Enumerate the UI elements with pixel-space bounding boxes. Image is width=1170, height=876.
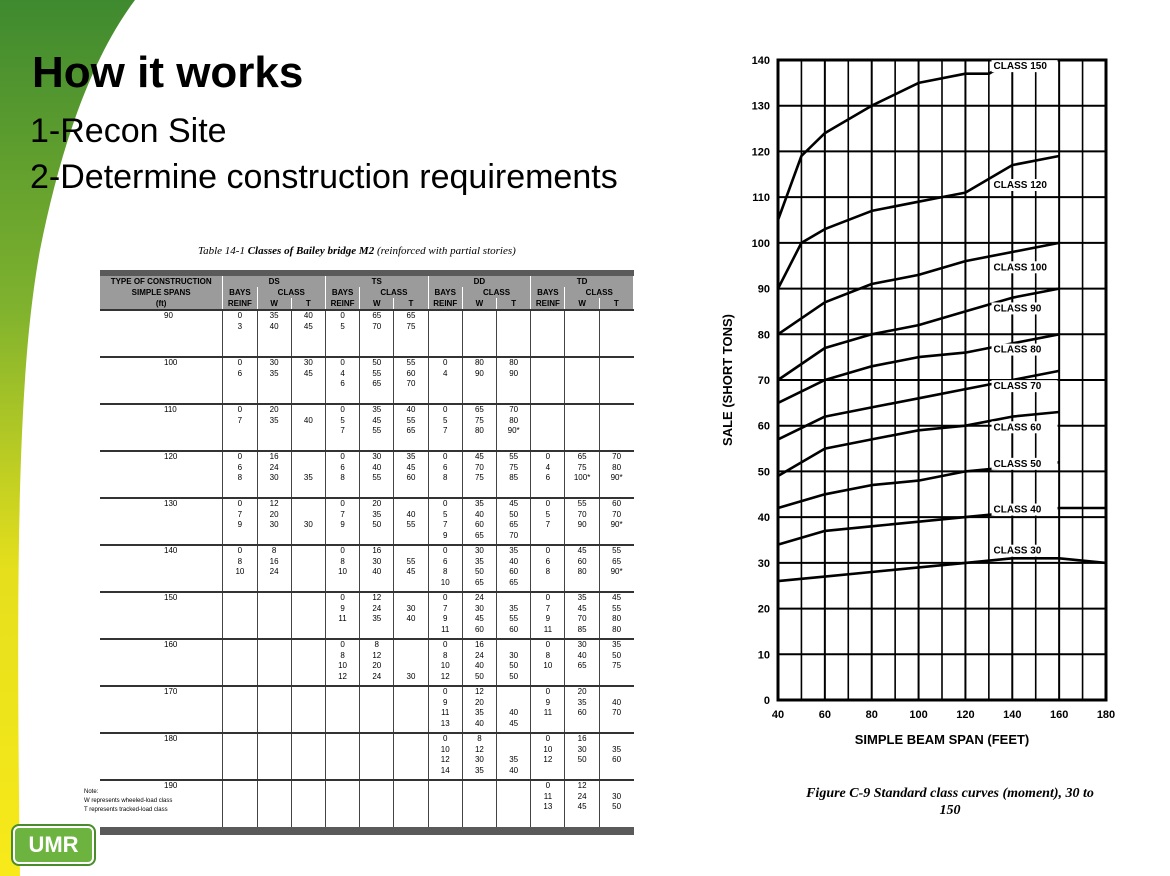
table-row xyxy=(100,592,634,639)
class-curves-chart xyxy=(710,48,1140,763)
table-cell: 0 6 8 xyxy=(223,451,257,498)
table-cell xyxy=(394,686,428,733)
table-row xyxy=(100,780,634,827)
table-cell: 12 24 35 xyxy=(360,592,394,639)
table-cell: 70 80 90* xyxy=(497,404,531,451)
y-tick-label: 20 xyxy=(757,603,770,616)
note-wheeled: W represents wheeled-load class xyxy=(84,798,173,804)
table-cell: 50 55 65 xyxy=(360,357,394,404)
table-row xyxy=(100,310,634,357)
table-cell: 0 3 xyxy=(223,310,257,357)
table-cell xyxy=(360,780,394,827)
table-cell xyxy=(291,780,325,827)
table-cell: 65 75 80 xyxy=(462,404,496,451)
table-caption-prefix: Table 14-1 xyxy=(198,245,245,257)
header-t: T xyxy=(599,298,633,310)
table-cell: 0 10 12 xyxy=(531,733,565,780)
table-cell xyxy=(531,357,565,404)
table-body xyxy=(100,310,634,827)
table-cell: 0 8 10 12 xyxy=(325,639,359,686)
table-cell: 0 5 7 xyxy=(325,404,359,451)
table-cell: 16 30 40 xyxy=(360,545,394,592)
table-cell: 0 7 9 xyxy=(223,498,257,545)
table-cell xyxy=(462,780,496,827)
series-label: CLASS 90 xyxy=(993,303,1042,315)
table-cell xyxy=(599,357,633,404)
table-row xyxy=(100,686,634,733)
header-w: W xyxy=(257,298,291,310)
y-tick-label: 140 xyxy=(751,55,770,67)
table-row xyxy=(100,733,634,780)
slide-title: How it works xyxy=(32,48,304,97)
header-group-ds: DS xyxy=(223,273,326,287)
table-cell xyxy=(360,686,394,733)
table-cell: 30 35 xyxy=(257,357,291,404)
table-cell: 40 55 xyxy=(394,498,428,545)
table-cell: 55 75 85 xyxy=(497,451,531,498)
table-cell: 35 45 70 85 xyxy=(565,592,599,639)
y-tick-label: 120 xyxy=(751,146,770,159)
span-cell: 120 xyxy=(100,451,223,498)
table-cell: 30 xyxy=(291,498,325,545)
y-tick-label: 110 xyxy=(752,192,770,205)
series-label: CLASS 30 xyxy=(993,545,1042,557)
span-cell: 180 xyxy=(100,733,223,780)
table-cell: 35 55 60 xyxy=(497,592,531,639)
series-label: CLASS 120 xyxy=(993,180,1047,191)
table-cell: 12 24 45 xyxy=(565,780,599,827)
table-cell: 0 10 12 14 xyxy=(428,733,462,780)
header-w: W xyxy=(462,298,496,310)
series-label: CLASS 70 xyxy=(993,381,1042,393)
table-caption-suffix: (reinforced with partial stories) xyxy=(376,245,516,257)
table-cell: 70 80 90* xyxy=(599,451,633,498)
header-type-of-construction: TYPE OF CONSTRUCTION xyxy=(100,273,223,287)
table-cell: 35 45 60 xyxy=(394,451,428,498)
table-cell xyxy=(257,592,291,639)
table-cell xyxy=(565,310,599,357)
span-cell: 130 xyxy=(100,498,223,545)
table-cell: 8 16 24 xyxy=(257,545,291,592)
table-bottom-rule xyxy=(100,827,634,835)
table-cell: 30 40 65 xyxy=(565,639,599,686)
y-tick-label: 30 xyxy=(757,557,770,570)
header-bays: BAYS xyxy=(223,287,257,298)
x-tick-label: 80 xyxy=(865,709,878,721)
header-reinf: REINF xyxy=(428,298,462,310)
span-cell: 90 xyxy=(100,310,223,357)
header-bays: BAYS xyxy=(428,287,462,298)
table-row xyxy=(100,498,634,545)
table-cell: 30 45 xyxy=(291,357,325,404)
table-cell: 0 9 11 13 xyxy=(428,686,462,733)
umr-logo: UMR xyxy=(13,826,94,864)
table-cell: 0 5 7 xyxy=(531,498,565,545)
series-label: CLASS 150 xyxy=(993,61,1047,73)
header-group-dd: DD xyxy=(428,273,531,287)
table-row xyxy=(100,451,634,498)
table-cell xyxy=(291,639,325,686)
table-cell xyxy=(257,780,291,827)
table-cell: 40 70 xyxy=(599,686,633,733)
header-class: CLASS xyxy=(257,287,325,298)
table-cell: 0 8 10 12 xyxy=(428,639,462,686)
table-cell: 0 8 10 xyxy=(531,639,565,686)
span-cell: 100 xyxy=(100,357,223,404)
header-group-ts: TS xyxy=(325,273,428,287)
header-bays: BAYS xyxy=(531,287,565,298)
table-cell xyxy=(291,733,325,780)
table-cell xyxy=(257,639,291,686)
table-cell: 35 40 60 65 xyxy=(462,498,496,545)
span-cell: 150 xyxy=(100,592,223,639)
table-cell xyxy=(360,733,394,780)
table-cell: 30 50 xyxy=(599,780,633,827)
bailey-bridge-table xyxy=(100,270,634,835)
table-row xyxy=(100,639,634,686)
x-tick-label: 180 xyxy=(1096,709,1116,721)
table-cell: 30 40 55 xyxy=(360,451,394,498)
x-tick-label: 100 xyxy=(909,709,928,721)
table-cell xyxy=(223,686,257,733)
table-cell xyxy=(531,310,565,357)
table-cell xyxy=(325,686,359,733)
table-cell xyxy=(291,545,325,592)
header-ft: (ft) xyxy=(100,298,223,310)
x-tick-label: 120 xyxy=(956,709,975,721)
table-caption xyxy=(198,245,516,257)
series-label: CLASS 80 xyxy=(993,344,1042,356)
table-row xyxy=(100,404,634,451)
table-cell: 0 6 8 xyxy=(428,451,462,498)
header-bays: BAYS xyxy=(325,287,359,298)
y-tick-label: 40 xyxy=(757,512,770,525)
table-cell: 0 7 xyxy=(223,404,257,451)
table-cell xyxy=(428,780,462,827)
table-cell xyxy=(599,310,633,357)
table-cell xyxy=(257,733,291,780)
table-cell: 45 60 80 xyxy=(565,545,599,592)
table-cell: 0 5 7 xyxy=(428,404,462,451)
table-cell: 0 8 10 xyxy=(223,545,257,592)
series-label: CLASS 100 xyxy=(993,262,1047,274)
figure-caption-line1: Figure C-9 Standard class curves (moment), 30 to xyxy=(806,786,1094,801)
span-cell: 160 xyxy=(100,639,223,686)
table-notes xyxy=(84,788,172,815)
header-class: CLASS xyxy=(360,287,428,298)
header-w: W xyxy=(565,298,599,310)
table-cell: 55 65 90* xyxy=(599,545,633,592)
span-cell: 190 xyxy=(100,780,223,827)
table-cell xyxy=(462,310,496,357)
table-row xyxy=(100,545,634,592)
y-tick-label: 70 xyxy=(757,375,770,387)
series-label: CLASS 50 xyxy=(993,458,1042,470)
table-cell: 45 50 65 70 xyxy=(497,498,531,545)
table-cell: 12 20 35 40 xyxy=(462,686,496,733)
table-cell: 12 20 30 xyxy=(257,498,291,545)
header-simple-spans: SIMPLE SPANS xyxy=(100,287,223,298)
table-cell: 8 12 20 24 xyxy=(360,639,394,686)
table-cell: 0 6 8 10 xyxy=(428,545,462,592)
y-tick-label: 0 xyxy=(763,695,770,707)
span-cell: 110 xyxy=(100,404,223,451)
table-cell xyxy=(291,686,325,733)
span-cell: 170 xyxy=(100,686,223,733)
table-cell: 0 9 11 xyxy=(531,686,565,733)
table-cell: 24 30 45 60 xyxy=(462,592,496,639)
table-cell: 0 4 6 xyxy=(531,451,565,498)
table-cell: 55 60 70 xyxy=(394,357,428,404)
table-cell: 0 11 13 xyxy=(531,780,565,827)
bullet-construction-requirements: 2-Determine construction requirements xyxy=(30,158,618,196)
table-cell xyxy=(497,310,531,357)
table-cell: 80 90 xyxy=(462,357,496,404)
table-cell: 0 7 9 xyxy=(325,498,359,545)
y-axis-label: SALE (SHORT TONS) xyxy=(720,314,735,446)
table-cell: 20 35 xyxy=(257,404,291,451)
table-cell: 65 75 100* xyxy=(565,451,599,498)
table-cell xyxy=(531,404,565,451)
table-cell: 0 6 xyxy=(223,357,257,404)
x-axis-label: SIMPLE BEAM SPAN (FEET) xyxy=(854,732,1030,747)
table-cell xyxy=(428,310,462,357)
y-tick-label: 130 xyxy=(751,100,770,113)
header-w: W xyxy=(360,298,394,310)
y-tick-label: 50 xyxy=(757,466,770,479)
table-cell: 45 70 75 xyxy=(462,451,496,498)
span-cell: 140 xyxy=(100,545,223,592)
y-tick-label: 90 xyxy=(757,283,770,296)
y-tick-label: 10 xyxy=(757,649,770,662)
header-t: T xyxy=(394,298,428,310)
table-cell: 0 7 9 11 xyxy=(531,592,565,639)
table-cell: 40 xyxy=(291,404,325,451)
header-class: CLASS xyxy=(462,287,530,298)
table-cell: 55 45 xyxy=(394,545,428,592)
table-cell: 0 4 xyxy=(428,357,462,404)
x-tick-label: 60 xyxy=(818,709,831,721)
x-tick-label: 160 xyxy=(1049,709,1069,721)
figure-caption xyxy=(760,785,1140,819)
y-tick-label: 60 xyxy=(757,420,770,433)
table-cell: 30 35 50 65 xyxy=(462,545,496,592)
table-cell: 0 7 9 11 xyxy=(428,592,462,639)
figure-caption-line2: 150 xyxy=(939,803,961,818)
header-reinf: REINF xyxy=(325,298,359,310)
table-cell: 0 6 8 xyxy=(531,545,565,592)
table-cell: 8 12 30 35 xyxy=(462,733,496,780)
table-cell: 80 90 xyxy=(497,357,531,404)
table-cell xyxy=(565,357,599,404)
table-row xyxy=(100,357,634,404)
table-cell xyxy=(223,733,257,780)
table-cell: 35 40 60 65 xyxy=(497,545,531,592)
table-cell xyxy=(223,592,257,639)
series-label: CLASS 40 xyxy=(993,504,1042,516)
table-cell: 30 50 50 xyxy=(497,639,531,686)
table-cell: 40 45 xyxy=(497,686,531,733)
table-cell: 0 5 xyxy=(325,310,359,357)
table-cell: 16 24 40 50 xyxy=(462,639,496,686)
table-cell: 40 55 65 xyxy=(394,404,428,451)
table-cell: 40 45 xyxy=(291,310,325,357)
table-cell: 35 60 xyxy=(599,733,633,780)
x-tick-label: 140 xyxy=(1003,709,1022,721)
table-cell xyxy=(565,404,599,451)
y-tick-label: 100 xyxy=(751,237,770,250)
table-cell: 65 75 xyxy=(394,310,428,357)
table-cell xyxy=(257,686,291,733)
header-class: CLASS xyxy=(565,287,634,298)
table-cell: 60 70 90* xyxy=(599,498,633,545)
note-heading: Note: xyxy=(84,789,99,795)
table-cell: 35 45 55 xyxy=(360,404,394,451)
table-cell: 20 35 60 xyxy=(565,686,599,733)
table-caption-bold: Classes of Bailey bridge M2 xyxy=(247,245,375,257)
header-reinf: REINF xyxy=(223,298,257,310)
table-cell: 65 70 xyxy=(360,310,394,357)
series-label: CLASS 60 xyxy=(993,422,1042,434)
table-cell: 0 9 11 xyxy=(325,592,359,639)
table-cell: 35 40 xyxy=(497,733,531,780)
header-t: T xyxy=(291,298,325,310)
y-tick-label: 80 xyxy=(757,329,770,342)
table-cell: 30 xyxy=(394,639,428,686)
table-cell xyxy=(599,404,633,451)
table-cell xyxy=(394,733,428,780)
table-cell: 0 5 7 9 xyxy=(428,498,462,545)
x-tick-label: 40 xyxy=(771,709,785,721)
table-cell xyxy=(497,780,531,827)
table-cell xyxy=(325,733,359,780)
table-cell: 20 35 50 xyxy=(360,498,394,545)
note-tracked: T represents tracked-load class xyxy=(84,807,168,813)
table-cell xyxy=(325,780,359,827)
table-cell: 0 6 8 xyxy=(325,451,359,498)
header-t: T xyxy=(497,298,531,310)
table-cell xyxy=(223,639,257,686)
table-cell xyxy=(394,780,428,827)
table-cell: 35 xyxy=(291,451,325,498)
table-cell: 30 40 xyxy=(394,592,428,639)
table-cell: 0 8 10 xyxy=(325,545,359,592)
table-cell xyxy=(291,592,325,639)
table-cell: 0 4 6 xyxy=(325,357,359,404)
table-cell xyxy=(223,780,257,827)
series-line xyxy=(778,60,1036,220)
bullet-recon-site: 1-Recon Site xyxy=(30,112,227,150)
header-group-td: TD xyxy=(531,273,634,287)
header-reinf: REINF xyxy=(531,298,565,310)
table-cell: 16 30 50 xyxy=(565,733,599,780)
table-cell: 55 70 90 xyxy=(565,498,599,545)
table-cell: 35 50 75 xyxy=(599,639,633,686)
table-cell: 35 40 xyxy=(257,310,291,357)
table-cell: 16 24 30 xyxy=(257,451,291,498)
table-cell: 45 55 80 80 xyxy=(599,592,633,639)
